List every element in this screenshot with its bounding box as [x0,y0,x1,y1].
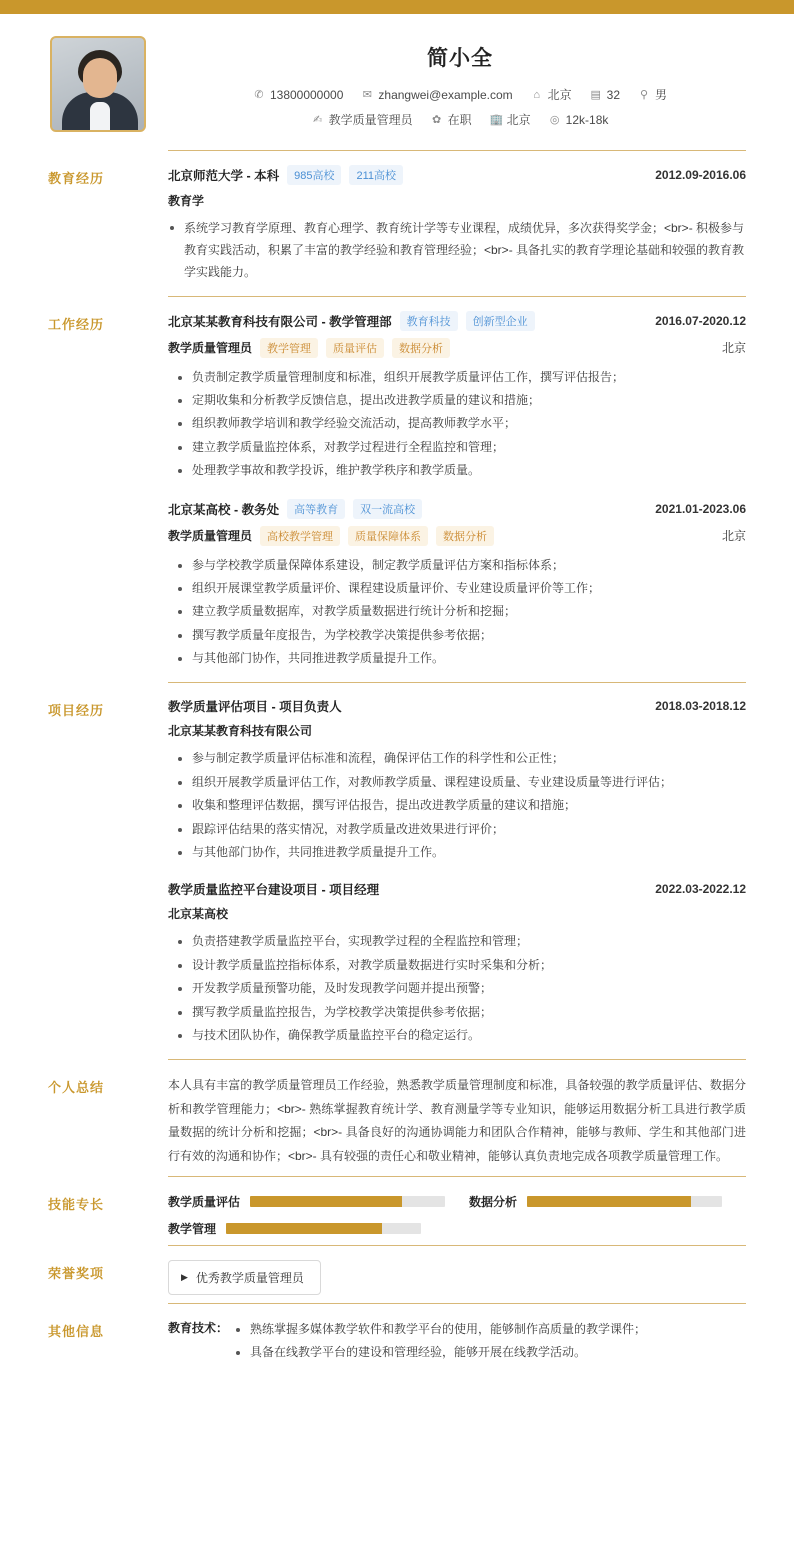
summary-text: 本人具有丰富的教学质量管理员工作经验，熟悉教学质量管理制度和标准，具备较强的教学质量评估、数据分析和教学管理能力；<br>- 熟练掌握教育统计学、教育测量学等专业知识，能够运用数据分析工具进行教学质量数据的统计分析和挖掘；<br>- 具备良好的沟通协调能力和团队合作精神，能够与教师、学生和其他部门进行有效的沟通和协作；<br>- 具有较强的责任心和敬业精神，能够认真负责地完成各项教学质量管理工作。 [168,1078,746,1163]
list-item: 与技术团队协作，确保教学质量监控平台的稳定运行。 [176,1024,746,1047]
work-entry-head [168,499,746,519]
contact-age-text: 32 [606,87,621,102]
work-role-tag-1: 高校教学管理 [260,526,340,546]
skill-item [168,1220,445,1237]
education-school: 北京师范大学 - 本科 [168,169,280,183]
other-list [232,1318,646,1365]
work-location: 北京 [721,529,746,544]
work-role-tag-3: 数据分析 [436,526,494,546]
education-title-wrap [168,165,403,185]
contact-gender [638,86,667,103]
skill-name: 教学质量评估 [168,1194,241,1209]
contact-email [361,86,512,103]
work-role: 教学质量管理员 [168,341,253,356]
list-item: 与其他部门协作，共同推进教学质量提升工作。 [176,841,746,864]
page-title: 简小全 [427,47,493,70]
section-title-work: 工作经历 [48,316,105,332]
work-bullets [176,554,746,671]
header-main [148,32,746,136]
education-tag-211: 211高校 [349,165,403,185]
skill-item [168,1193,445,1210]
work-company: 北京某某教育科技有限公司 - 教学管理部 [168,314,392,329]
project-entry-head [168,880,746,898]
contact-job-status-text: 在职 [447,113,472,127]
avatar [50,36,146,132]
skill-progress-bar [527,1196,722,1207]
section-education [0,150,794,296]
top-accent-bar [0,0,794,14]
work-entry [168,311,746,483]
honor-label: 优秀教学质量管理员 [195,1270,304,1285]
project-entry [168,880,746,1047]
other-row [168,1318,746,1365]
work-role-tag-2: 质量评估 [326,338,384,358]
section-body-summary [168,1059,746,1176]
bottom-spacer [0,1373,794,1387]
project-title: 教学质量评估项目 - 项目负责人 [168,700,342,715]
work-title-wrap [168,311,535,331]
list-item: 收集和整理评估数据，撰写评估报告，提出改进教学质量的建议和措施； [176,794,746,817]
work-date: 2021.01-2023.06 [655,501,746,516]
education-entry [168,165,746,284]
work-bullets [176,366,746,483]
contact-job-status [431,111,472,128]
section-body-projects [168,682,746,1059]
location-icon: ⌂ [533,88,540,101]
salary-icon: ◎ [549,113,560,126]
contact-email-text: zhangwei@example.com [378,87,513,102]
list-item: 撰写教学质量监控报告，为学校教学决策提供参考依据； [176,1001,746,1024]
contact-location-text: 北京 [547,88,572,102]
list-item: 具备在线教学平台的建设和管理经验，能够开展在线教学活动。 [232,1341,646,1364]
section-body-education [168,150,746,296]
contact-salary [549,111,609,128]
work-entry-head [168,311,746,331]
section-title-education: 教育经历 [48,171,105,186]
work-entry [168,499,746,671]
resume-header [0,14,794,150]
section-body-skills [168,1176,746,1245]
contact-phone [253,86,343,103]
education-entry-head [168,165,746,185]
contact-job-title-text: 教学质量管理员 [328,113,413,127]
section-skills [0,1176,794,1245]
work-role-tag-3: 数据分析 [392,338,450,358]
list-item: 与其他部门协作，共同推进教学质量提升工作。 [176,647,746,670]
contact-salary-text: 12k-18k [565,112,609,127]
status-icon: ✿ [432,113,442,126]
contact-city-text: 北京 [506,113,531,127]
contact-location [531,86,572,103]
city-icon: 🏢 [489,113,504,126]
work-company: 北京某高校 - 教务处 [168,502,280,517]
section-body-honors [168,1245,746,1303]
work-role-wrap [168,338,450,358]
section-summary [0,1059,794,1176]
project-title: 教学质量监控平台建设项目 - 项目经理 [168,883,380,898]
list-item: 撰写教学质量年度报告，为学校教学决策提供参考依据； [176,624,746,647]
section-body-work [168,296,746,683]
section-body-other [168,1303,746,1373]
mail-icon: ✉ [362,88,372,101]
section-title-honors: 荣誉奖项 [48,1265,105,1281]
list-item: 建立教学质量监控体系，对教学过程进行全程监控和管理； [176,436,746,459]
list-item: 设计教学质量监控指标体系，对教学质量数据进行实时采集和分析； [176,954,746,977]
phone-icon: ✆ [254,88,264,101]
section-title-summary: 个人总结 [48,1080,105,1096]
list-item: 参与制定教学质量评估标准和流程，确保评估工作的科学性和公正性； [176,747,746,770]
list-item: 负责制定教学质量管理制度和标准，组织开展教学质量评估工作，撰写评估报告； [176,366,746,389]
project-entry-head [168,697,746,715]
project-entry [168,697,746,864]
work-date: 2016.07-2020.12 [655,313,746,328]
work-role-tag-2: 质量保障体系 [348,526,428,546]
contact-row-secondary [174,111,746,128]
section-other [0,1303,794,1373]
contact-row-primary [174,86,746,103]
contact-city [490,111,531,128]
project-bullets [176,747,746,864]
section-title-skills: 技能专长 [48,1196,105,1212]
contact-job-title [312,111,413,128]
play-triangle-icon: ▶ [181,1271,188,1282]
list-item: 开发教学质量预警功能，及时发现教学问题并提出预警； [176,977,746,1000]
skill-item [469,1193,746,1210]
list-item: 组织开展课堂教学质量评价、课程建设质量评价、专业建设质量评价等工作； [176,577,746,600]
avatar-face [83,58,117,98]
gender-icon: ⚲ [639,88,649,101]
list-item: 负责搭建教学质量监控平台，实现教学过程的全程监控和管理； [176,930,746,953]
work-role: 教学质量管理员 [168,529,253,544]
project-date: 2018.03-2018.12 [655,699,746,714]
skills-grid-filler [469,1220,746,1237]
list-item: 处理教学事故和教学投诉，维护教学秩序和教学质量。 [176,459,746,482]
work-location: 北京 [721,341,746,356]
list-item: 跟踪评估结果的落实情况，对教学质量改进效果进行评价； [176,818,746,841]
project-date: 2022.03-2022.12 [655,882,746,897]
education-major: 教育学 [168,194,205,208]
skill-progress-bar [250,1196,445,1207]
age-icon: ▤ [590,88,601,101]
avatar-wrapper [50,36,148,132]
list-item: 组织教师教学培训和教学经验交流活动，提高教师教学水平； [176,412,746,435]
project-title-wrap [168,697,342,715]
project-title-wrap [168,880,379,898]
contact-gender-text: 男 [655,88,668,102]
skill-progress-bar [226,1223,421,1234]
job-icon: ✍ [313,113,323,126]
work-tag-2: 双一流高校 [353,499,422,519]
section-work [0,296,794,683]
list-item: 建立教学质量数据库，对教学质量数据进行统计分析和挖掘； [176,600,746,623]
work-role-wrap [168,526,494,546]
list-item: 熟练掌握多媒体教学软件和教学平台的使用，能够制作高质量的教学课件； [232,1318,646,1341]
skill-name: 数据分析 [469,1194,518,1209]
section-title-other: 其他信息 [48,1323,105,1339]
other-group-label: 教育技术： [168,1320,229,1335]
education-description: 系统学习教育学原理、教育心理学、教育统计学等专业课程，成绩优异，多次获得奖学金；<br>- 积极参与教育实践活动，积累了丰富的教学经验和教育管理经验；<br>- 具备扎实的教育学理论基础和较强的教育教学实践能力。 [168,217,746,284]
avatar-shirt [90,102,110,132]
work-subhead [168,526,746,546]
contact-age [590,86,620,103]
skill-name: 教学管理 [168,1221,217,1236]
work-tag-1: 高等教育 [287,499,345,519]
honor-item[interactable] [168,1260,321,1295]
skills-grid [168,1191,746,1237]
project-org: 北京某某教育科技有限公司 [168,724,313,739]
list-item: 定期收集和分析教学反馈信息，提出改进教学质量的建议和措施； [176,389,746,412]
work-tag-2: 创新型企业 [466,311,535,331]
contact-phone-text: 13800000000 [269,87,344,102]
work-tag-1: 教育科技 [400,311,458,331]
education-date: 2012.09-2016.06 [655,168,746,182]
education-tag-985: 985高校 [287,165,341,185]
project-org: 北京某高校 [168,907,229,922]
work-subhead [168,338,746,358]
list-item: 组织开展教学质量评估工作，对教师教学质量、课程建设质量、专业建设质量等进行评估； [176,771,746,794]
project-bullets [176,930,746,1047]
section-honors [0,1245,794,1303]
list-item: 参与学校教学质量保障体系建设，制定教学质量评估方案和指标体系； [176,554,746,577]
section-projects [0,682,794,1059]
work-role-tag-1: 教学管理 [260,338,318,358]
work-title-wrap [168,499,422,519]
section-title-projects: 项目经历 [48,703,105,719]
